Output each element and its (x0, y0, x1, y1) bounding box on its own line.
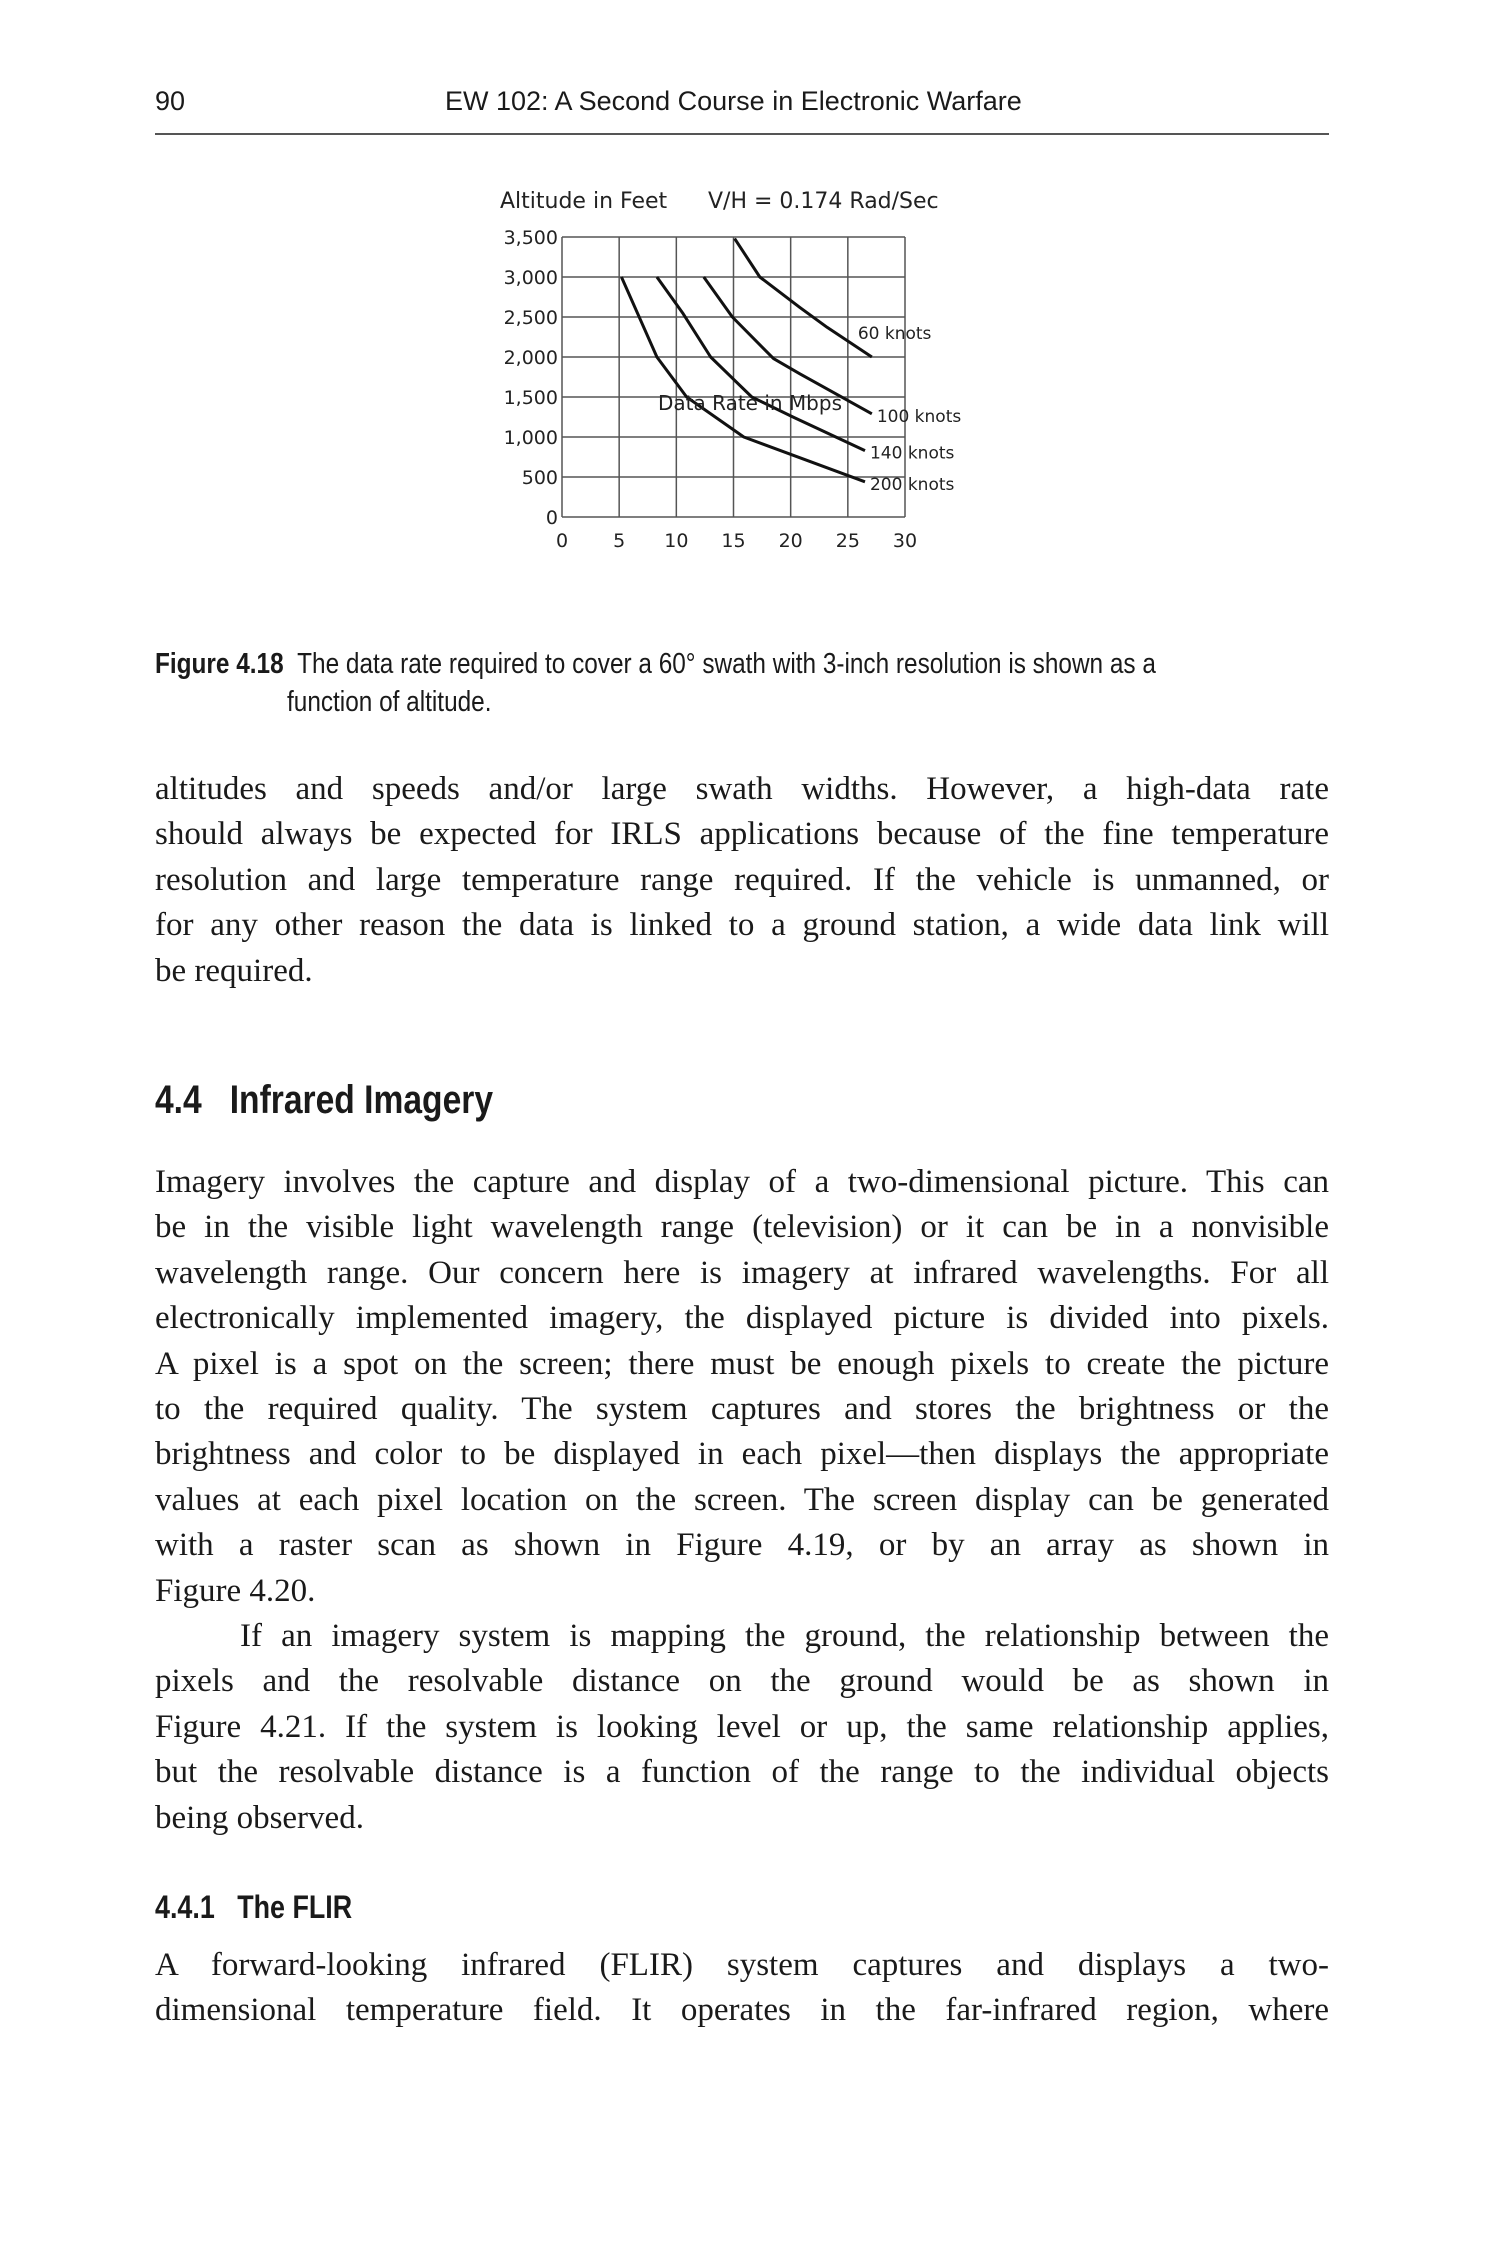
x-tick-label: 0 (555, 530, 569, 552)
series-line-200-knots (621, 277, 865, 482)
page-number: 90 (155, 86, 186, 116)
y-tick-label: 0 (545, 507, 558, 529)
caption-text-line: function of altitude. (287, 686, 492, 718)
text-line: pixels and the resolvable distance on the ground would be as shown in (155, 1663, 1329, 1700)
text-line: be in the visible light wavelength range (television) or it can be in a nonvisible (155, 1209, 1329, 1246)
y-tick-label: 2,000 (503, 347, 558, 369)
altitude-data-rate-chart (480, 170, 1020, 610)
text-line: to the required quality. The system captures and stores the brightness or the (155, 1390, 1329, 1427)
text-line: If an imagery system is mapping the ground, the relationship between the (240, 1618, 1329, 1654)
text-line: be required. (155, 952, 313, 989)
header-rule (155, 133, 1329, 135)
paragraph (155, 767, 1329, 994)
y-tick-label: 500 (521, 467, 558, 489)
text-line: altitudes and speeds and/or large swath widths. However, a high-data rate (155, 771, 1329, 807)
chart-ylabel: Altitude in Feet (500, 189, 668, 214)
text-line: values at each pixel location on the screen. The screen display can be generated (155, 1481, 1329, 1518)
series-label: 100 knots (876, 406, 962, 427)
y-tick-label: 2,500 (503, 307, 558, 329)
text-line: should always be expected for IRLS applications because of the fine temperature (155, 816, 1329, 853)
series-line-140-knots (657, 277, 865, 451)
text-line: but the resolvable distance is a function of the range to the individual objects (155, 1754, 1329, 1791)
text-line: resolution and large temperature range required. If the vehicle is unmanned, or (155, 861, 1329, 898)
text-line: Figure 4.20. (155, 1572, 316, 1609)
series-label: 200 knots (869, 474, 955, 495)
subsection-heading (155, 1889, 390, 1926)
y-tick-label: 1,000 (503, 427, 558, 449)
x-tick-label: 30 (892, 530, 918, 552)
paragraph (155, 1160, 1329, 1614)
text-line: electronically implemented imagery, the displayed picture is divided into pixels. (155, 1300, 1329, 1337)
x-tick-label: 5 (613, 530, 626, 552)
y-tick-label: 3,500 (503, 227, 558, 249)
section-title: Infrared Imagery (229, 1078, 494, 1122)
section-number: 4.4 (155, 1078, 202, 1122)
x-tick-label: 20 (778, 530, 803, 552)
y-tick-label: 1,500 (503, 387, 558, 409)
y-tick-label: 3,000 (503, 267, 558, 289)
text-line: A pixel is a spot on the screen; there must be enough pixels to create the picture (155, 1345, 1329, 1382)
series-label: 140 knots (869, 443, 955, 464)
x-tick-label: 10 (664, 530, 689, 552)
series-label: 60 knots (857, 324, 932, 344)
caption-text-line: The data rate required to cover a 60° swath with 3-inch resolution is shown as a (297, 648, 1156, 680)
text-line: Figure 4.21. If the system is looking level or up, the same relationship applies, (155, 1708, 1329, 1745)
text-line: wavelength range. Our concern here is imagery at infrared wavelengths. For all (155, 1254, 1329, 1291)
text-line: Imagery involves the capture and display of a two-dimensional picture. This can (155, 1164, 1329, 1200)
chart-xlabel: Data Rate in Mbps (658, 391, 842, 415)
paragraph (155, 1614, 1329, 1841)
text-line: being observed. (155, 1799, 364, 1836)
text-line: brightness and color to be displayed in each pixel—then displays the appropriate (155, 1436, 1329, 1473)
running-header-title: EW 102: A Second Course in Electronic Warfare (445, 86, 1022, 116)
text-line: dimensional temperature field. It operates in the far-infrared region, where (155, 1992, 1329, 2029)
paragraph (155, 1943, 1329, 2034)
text-line: A forward-looking infrared (FLIR) system captures and displays a two- (155, 1947, 1329, 1983)
text-line: for any other reason the data is linked to a ground station, a wide data link will (155, 907, 1329, 944)
x-tick-label: 25 (835, 530, 860, 552)
chart-title: V/H = 0.174 Rad/Sec (708, 189, 939, 214)
section-heading (155, 1078, 557, 1123)
subsection-title: The FLIR (237, 1889, 353, 1925)
figure-caption (155, 645, 1347, 721)
caption-label: Figure 4.18 (155, 648, 284, 680)
text-line: with a raster scan as shown in Figure 4.19, or by an array as shown in (155, 1527, 1329, 1564)
subsection-number: 4.4.1 (155, 1889, 215, 1925)
x-tick-label: 15 (721, 530, 746, 552)
